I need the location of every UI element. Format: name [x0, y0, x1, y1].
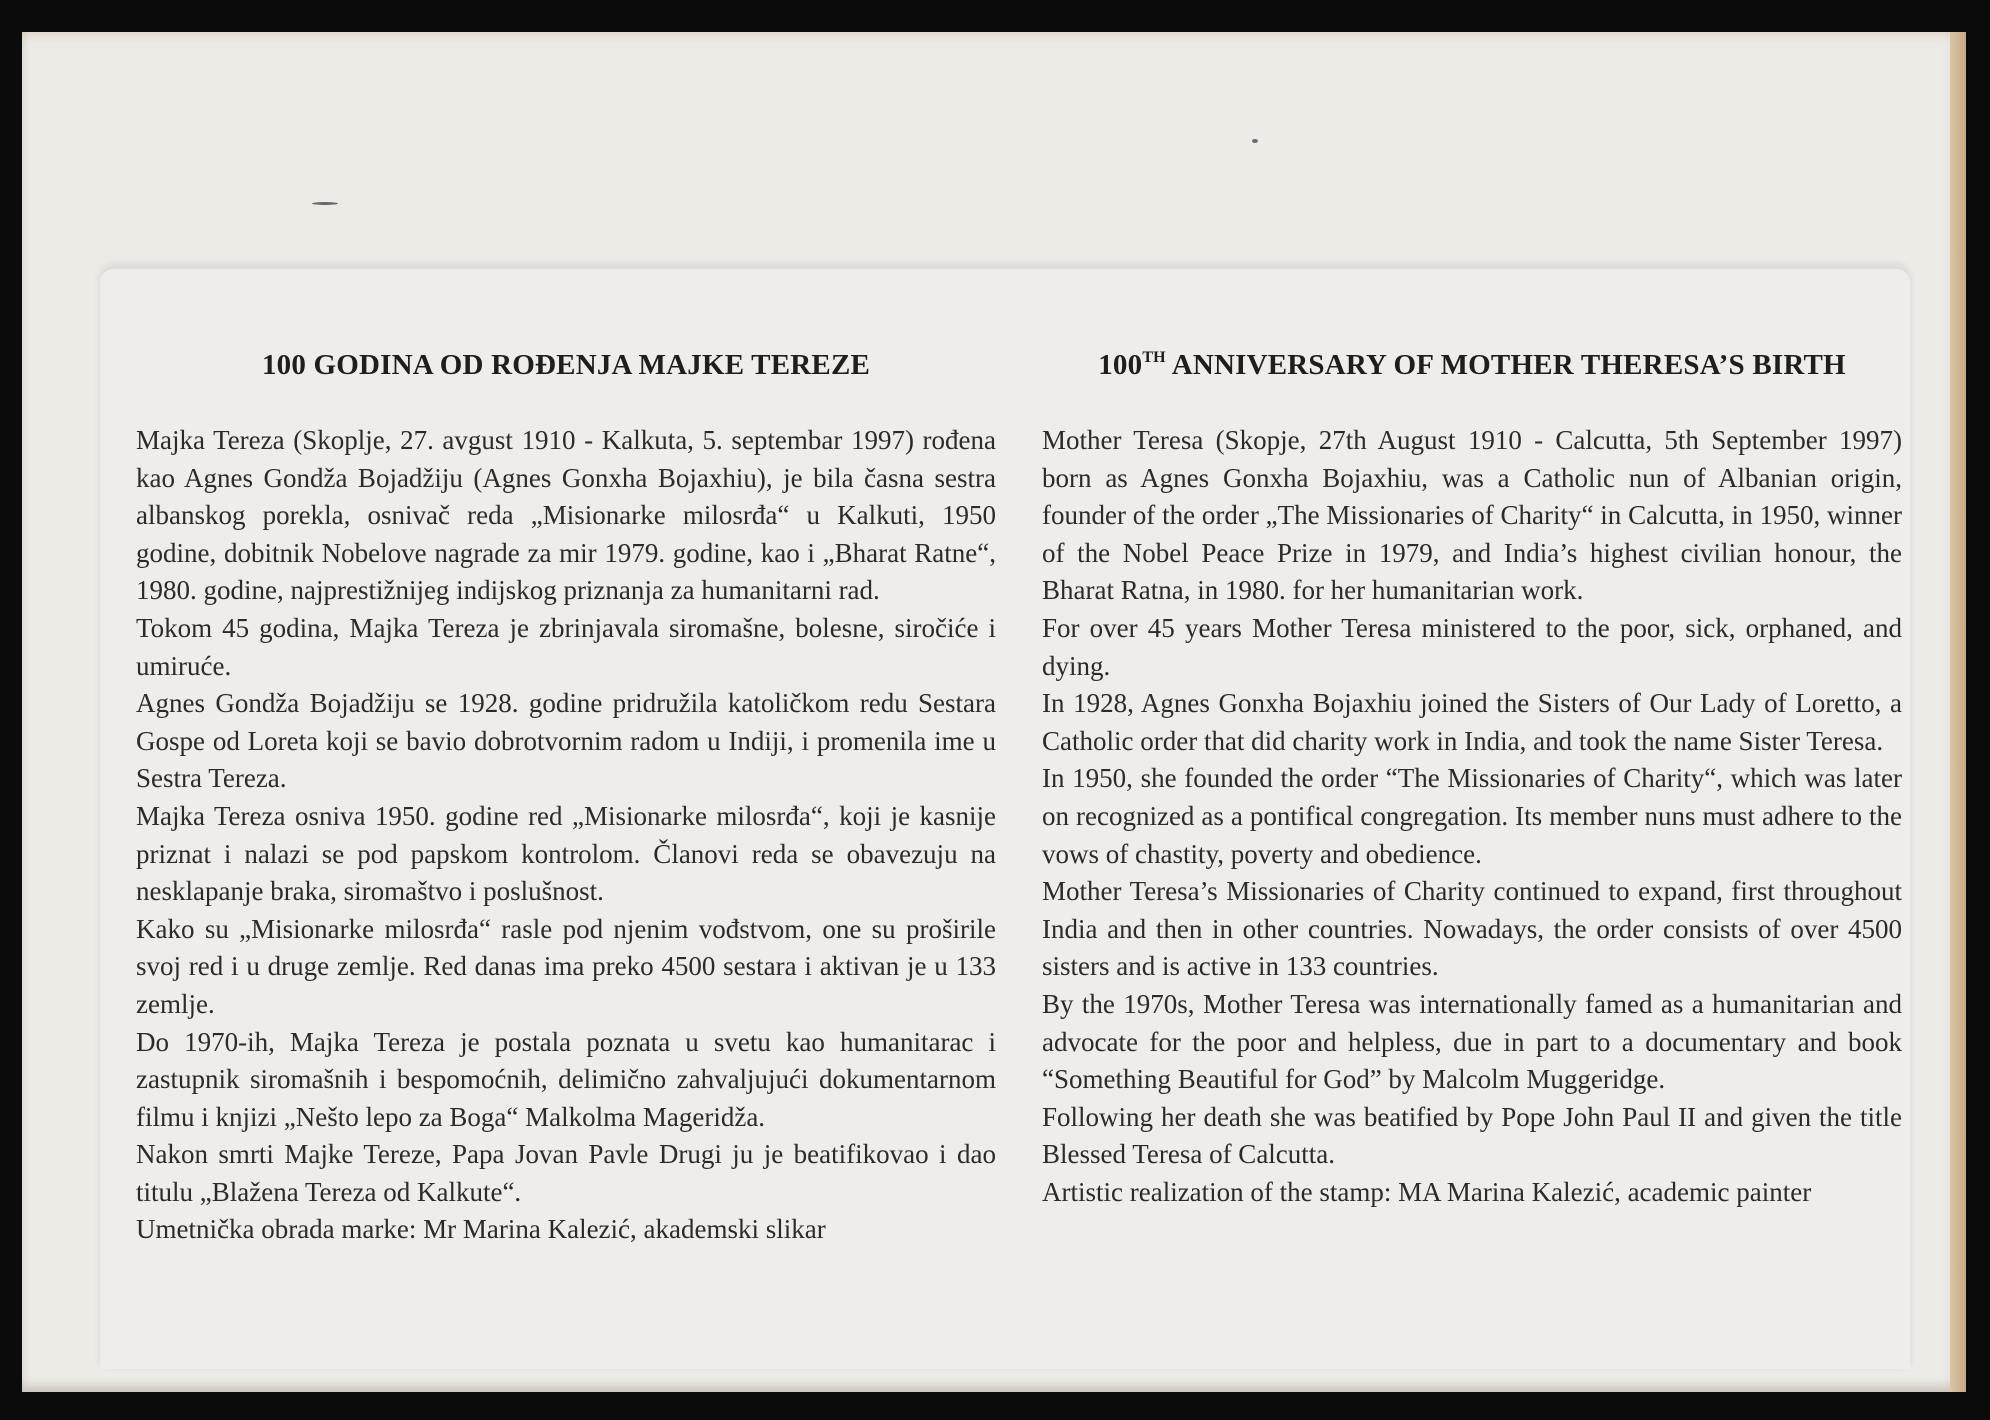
english-paragraph: In 1928, Agnes Gonxha Bojaxhiu joined the Sisters of Our Lady of Loretto, a Catholic order that did charity work in India, and took the name Sister Teresa. [1042, 688, 1902, 756]
serbian-paragraph: Nakon smrti Majke Tereze, Papa Jovan Pavle Drugi ju je beatifikovao i dao titulu „Blažena Tereza od Kalkute“. [136, 1139, 996, 1207]
english-paragraph: For over 45 years Mother Teresa ministered to the poor, sick, orphaned, and dying. [1042, 612, 1902, 681]
heading-superscript: TH [1142, 349, 1166, 366]
serbian-heading: 100 GODINA OD ROĐENJA MAJKE TEREZE [261, 349, 871, 381]
english-paragraph: In 1950, she founded the order “The Missionaries of Charity“, which was later on recognized as a pontifical congregation. Its member nuns must adhere to the vows of chastity, poverty and obedience. [1042, 763, 1902, 869]
serbian-paragraph: Tokom 45 godina, Majka Tereza je zbrinjavala siromašne, bolesne, siročiće i umiruće. [136, 612, 996, 681]
english-paragraph: By the 1970s, Mother Teresa was internationally famed as a humanitarian and advocate for the poor and helpless, due in part to a documentary and book “Something Beautiful for God” by Malcolm Muggeridge. [1042, 988, 1902, 1095]
serbian-paragraph: Do 1970-ih, Majka Tereza je postala poznata u svetu kao humanitarac i zastupnik siromašnih i bespomoćnih, delimično zahvaljujući dokumentarnom filmu i knjizi „Nešto lepo za Boga“ Malkolma Mageridža. [136, 1026, 996, 1132]
envelope [22, 32, 1966, 1392]
serbian-paragraph: Kako su „Misionarke milosrđa“ rasle pod njenim vođstvom, one su proširile svoj red i u druge zemlje. Red danas ima preko 4500 sestara i aktivan je u 133 zemlje. [136, 913, 996, 1019]
heading-number: 100 [1098, 349, 1143, 381]
english-column [1042, 269, 1902, 1211]
envelope-edge [1950, 32, 1966, 1392]
english-text [1042, 422, 1902, 1211]
heading-rest: ANNIVERSARY OF MOTHER THERESA’S BIRTH [1165, 349, 1846, 381]
serbian-paragraph: Majka Tereza osniva 1950. godine red „Misionarke milosrđa“, koji je kasnije priznat i nalazi se pod papskom kontrolom. Članovi reda se obavezuju na nesklapanje braka, siromaštvo i poslušnost. [136, 800, 996, 907]
serbian-text [136, 422, 996, 1249]
serbian-column [136, 269, 996, 1249]
envelope-flap [100, 267, 1910, 1369]
english-credit: Artistic realization of the stamp: MA Marina Kalezić, academic painter [1042, 1176, 1812, 1207]
serbian-credit: Umetnička obrada marke: Mr Marina Kalezić, akademski slikar [136, 1214, 826, 1245]
english-paragraph: Following her death she was beatified by Pope John Paul II and given the title Blessed Teresa of Calcutta. [1042, 1101, 1902, 1170]
english-paragraph: Mother Teresa (Skopje, 27th August 1910 - Calcutta, 5th September 1997) born as Agnes Gonxha Bojaxhiu, was a Catholic nun of Albanian origin, founder of the order „The Missionaries of Charity“ in Calcutta, in 1950, winner of the Nobel Peace Prize in 1979, and India’s highest civilian honour, the Bharat Ratna, in 1980. for her humanitarian work. [1042, 425, 1902, 606]
serbian-paragraph: Agnes Gondža Bojadžiju se 1928. godine pridružila katoličkom redu Sestara Gospe od Loreta koji se bavio dobrotvornim radom u Indiji, i promenila ime u Sestra Tereza. [136, 688, 996, 794]
serbian-paragraph: Majka Tereza (Skoplje, 27. avgust 1910 - Kalkuta, 5. septembar 1997) rođena kao Agnes Gondža Bojadžiju (Agnes Gonxha Bojaxhiu), je bila časna sestra albanskog porekla, osnivač reda „Misionarke milosrđa“ u Kalkuti, 1950 godine, dobitnik Nobelove nagrade za mir 1979. godine, kao i „Bharat Ratne“, 1980. godine, najprestižnijeg indijskog priznanja za humanitarni rad. [136, 425, 996, 606]
english-paragraph: Mother Teresa’s Missionaries of Charity continued to expand, first throughout India and then in other countries. Nowadays, the order consists of over 4500 sisters and is active in 133 countries. [1042, 876, 1902, 982]
english-heading [1042, 349, 1902, 382]
